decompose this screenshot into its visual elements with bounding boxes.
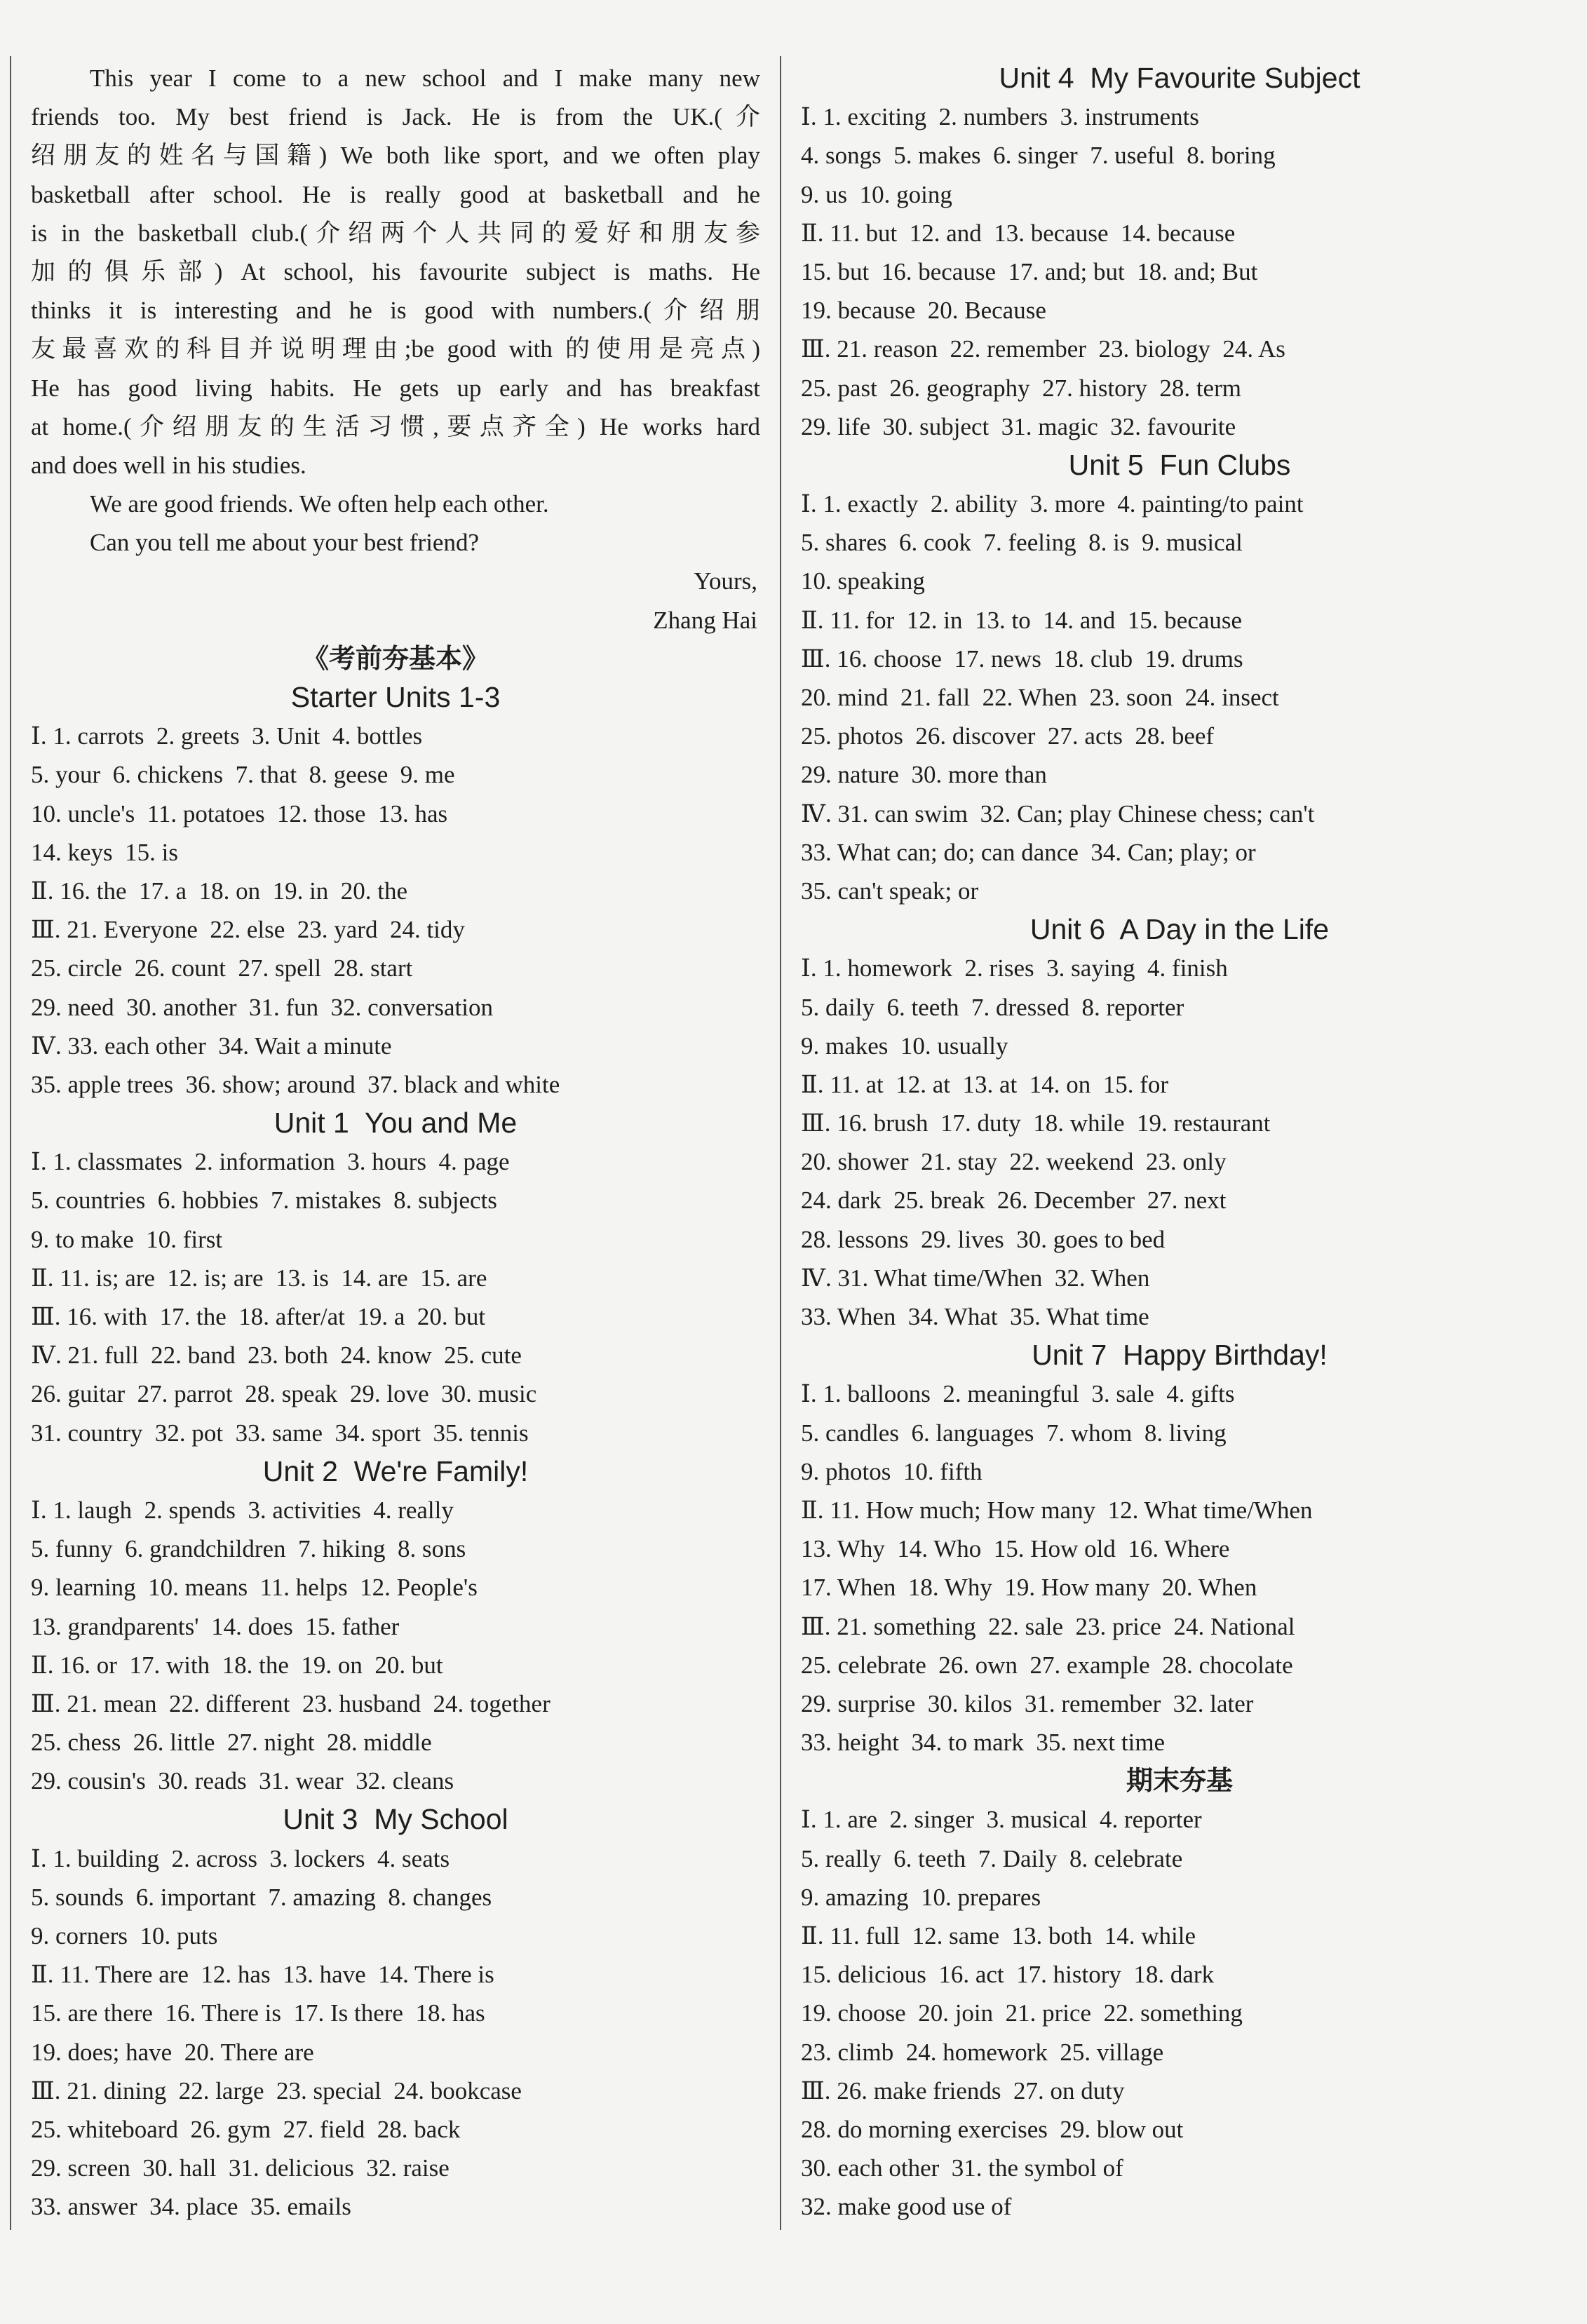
answer-line: 29. screen 30. hall 31. delicious 32. raise bbox=[31, 2154, 450, 2182]
answer-section-unit-4-my-favourite-subject bbox=[801, 59, 1558, 446]
answer-line: Ⅲ. 21. dining 22. large 23. special 24. bookcase bbox=[31, 2076, 522, 2105]
section-heading: Unit 3 My School bbox=[283, 1803, 508, 1836]
answer-line: Ⅰ. 1. homework 2. rises 3. saying 4. finish bbox=[801, 954, 1228, 982]
answer-line: 29. life 30. subject 31. magic 32. favourite bbox=[801, 412, 1236, 440]
section-heading: 期末夯基 bbox=[1126, 1765, 1233, 1797]
letter-line: friends too. My best friend is Jack. He is from the UK.(介 bbox=[31, 103, 760, 131]
answer-line: Ⅱ. 11. How much; How many 12. What time/When bbox=[801, 1496, 1313, 1524]
answer-line: 20. shower 21. stay 22. weekend 23. only bbox=[801, 1148, 1227, 1176]
answer-line: 5. really 6. teeth 7. Daily 8. celebrate bbox=[801, 1844, 1183, 1872]
section-heading: 《考前夯基本》 bbox=[302, 642, 489, 674]
answer-line: 9. photos 10. fifth bbox=[801, 1457, 982, 1485]
answer-line: 19. does; have 20. There are bbox=[31, 2038, 314, 2066]
letter-line: and does well in his studies. bbox=[31, 451, 306, 479]
answer-section-unit-2-we-re-family bbox=[31, 1452, 760, 1801]
answer-line: 5. daily 6. teeth 7. dressed 8. reporter bbox=[801, 993, 1184, 1021]
letter-line: He has good living habits. He gets up early and has breakfast bbox=[31, 374, 760, 402]
answer-line: 10. uncle's 11. potatoes 12. those 13. has bbox=[31, 799, 448, 827]
letter-line: 加的俱乐部) At school, his favourite subject is maths. He bbox=[31, 257, 760, 285]
answer-section-unit-7-happy-birthday bbox=[801, 1336, 1558, 1762]
answer-line: 29. surprise 30. kilos 31. remember 32. later bbox=[801, 1689, 1254, 1717]
left-answer-sections bbox=[31, 640, 760, 2227]
answer-line: 5. countries 6. hobbies 7. mistakes 8. subjects bbox=[31, 1187, 497, 1215]
answer-line: 33. When 34. What 35. What time bbox=[801, 1303, 1149, 1330]
answer-line: 13. Why 14. Who 15. How old 16. Where bbox=[801, 1535, 1230, 1563]
answer-line: Ⅱ. 11. full 12. same 13. both 14. while bbox=[801, 1922, 1196, 1950]
answer-line: Ⅱ. 11. at 12. at 13. at 14. on 15. for bbox=[801, 1070, 1169, 1098]
section-heading: Unit 2 We're Family! bbox=[262, 1454, 529, 1487]
answer-line: 9. learning 10. means 11. helps 12. People's bbox=[31, 1574, 478, 1602]
letter-line: basketball after school. He is really good at basketball and he bbox=[31, 180, 760, 208]
answer-line: 35. can't speak; or bbox=[801, 877, 979, 905]
letter-line: 绍朋友的姓名与国籍) We both like sport, and we often play bbox=[31, 142, 760, 170]
answer-line: 19. because 20. Because bbox=[801, 297, 1046, 325]
left-column bbox=[31, 59, 760, 2227]
answer-line: 9. us 10. going bbox=[801, 180, 952, 208]
section-heading: Unit 1 You and Me bbox=[273, 1107, 518, 1140]
answer-line: 23. climb 24. homework 25. village bbox=[801, 2038, 1164, 2066]
section-heading: Unit 5 Fun Clubs bbox=[1068, 448, 1291, 481]
answer-line: 25. circle 26. count 27. spell 28. start bbox=[31, 954, 413, 982]
letter-line: is in the basketball club.(介绍两个人共同的爱好和朋友参 bbox=[31, 219, 760, 247]
section-heading: Unit 7 Happy Birthday! bbox=[1032, 1339, 1328, 1372]
answer-line: 28. lessons 29. lives 30. goes to bed bbox=[801, 1225, 1166, 1253]
answer-line: Ⅱ. 11. is; are 12. is; are 13. is 14. are 15. are bbox=[31, 1264, 487, 1292]
letter-line: 友最喜欢的科目并说明理由;be good with 的使用是亮点) bbox=[31, 335, 760, 363]
answer-line: Ⅰ. 1. exciting 2. numbers 3. instruments bbox=[801, 103, 1199, 131]
answer-line: 13. grandparents' 14. does 15. father bbox=[31, 1612, 400, 1640]
answer-line: 26. guitar 27. parrot 28. speak 29. love 30. music bbox=[31, 1380, 537, 1408]
answer-line: Ⅱ. 16. the 17. a 18. on 19. in 20. the bbox=[31, 877, 408, 905]
left-margin-rule bbox=[10, 56, 11, 2230]
answer-line: 20. mind 21. fall 22. When 23. soon 24. insect bbox=[801, 684, 1279, 711]
answer-line: Ⅰ. 1. balloons 2. meaningful 3. sale 4. gifts bbox=[801, 1380, 1235, 1408]
sample-letter bbox=[31, 59, 760, 640]
letter-signature: Zhang Hai bbox=[653, 606, 757, 634]
answer-section-unit-5-fun-clubs bbox=[801, 446, 1558, 910]
answer-line: 25. photos 26. discover 27. acts 28. beef bbox=[801, 722, 1215, 750]
answer-line: 19. choose 20. join 21. price 22. something bbox=[801, 1999, 1243, 2027]
answer-line: 14. keys 15. is bbox=[31, 838, 178, 866]
answer-line: 28. do morning exercises 29. blow out bbox=[801, 2115, 1184, 2143]
answer-line: 9. to make 10. first bbox=[31, 1225, 223, 1253]
answer-line: Ⅰ. 1. classmates 2. information 3. hours 4. page bbox=[31, 1148, 510, 1176]
answer-line: Ⅲ. 21. Everyone 22. else 23. yard 24. tidy bbox=[31, 916, 465, 944]
answer-line: Ⅲ. 21. reason 22. remember 23. biology 24. As bbox=[801, 335, 1285, 363]
answer-line: 25. celebrate 26. own 27. example 28. chocolate bbox=[801, 1651, 1293, 1679]
letter-line: We are good friends. We often help each other. bbox=[90, 490, 549, 518]
answer-line: 5. funny 6. grandchildren 7. hiking 8. sons bbox=[31, 1535, 466, 1563]
answer-line: Ⅰ. 1. laugh 2. spends 3. activities 4. really bbox=[31, 1496, 454, 1524]
section-heading: Unit 6 A Day in the Life bbox=[1029, 913, 1330, 946]
answer-line: 25. past 26. geography 27. history 28. term bbox=[801, 374, 1241, 402]
answer-line: 33. answer 34. place 35. emails bbox=[31, 2193, 351, 2221]
answer-line: Ⅱ. 11. but 12. and 13. because 14. because bbox=[801, 219, 1236, 247]
letter-line: thinks it is interesting and he is good with numbers.(介绍朋 bbox=[31, 297, 760, 325]
answer-line: Ⅰ. 1. are 2. singer 3. musical 4. reporter bbox=[801, 1806, 1202, 1834]
letter-line: Can you tell me about your best friend? bbox=[90, 529, 479, 557]
letter-line: at home.(介绍朋友的生活习惯,要点齐全) He works hard bbox=[31, 412, 760, 440]
answer-section-cn bbox=[31, 640, 760, 1104]
answer-line: 32. make good use of bbox=[801, 2193, 1012, 2221]
answer-line: 4. songs 5. makes 6. singer 7. useful 8. boring bbox=[801, 142, 1276, 170]
answer-line: 15. but 16. because 17. and; but 18. and; But bbox=[801, 257, 1258, 285]
answer-line: 29. need 30. another 31. fun 32. conversation bbox=[31, 993, 494, 1021]
answer-line: 10. speaking bbox=[801, 567, 925, 595]
answer-line: 5. sounds 6. important 7. amazing 8. changes bbox=[31, 1883, 492, 1911]
answer-line: Ⅰ. 1. building 2. across 3. lockers 4. seats bbox=[31, 1844, 450, 1872]
answer-line: Ⅳ. 33. each other 34. Wait a minute bbox=[31, 1032, 392, 1060]
answer-line: 29. cousin's 30. reads 31. wear 32. cleans bbox=[31, 1767, 454, 1795]
answer-line: Ⅳ. 31. can swim 32. Can; play Chinese chess; can't bbox=[801, 799, 1315, 827]
answer-line: 31. country 32. pot 33. same 34. sport 35. tennis bbox=[31, 1419, 529, 1447]
letter-closing: Yours, bbox=[694, 567, 757, 595]
answer-line: 15. delicious 16. act 17. history 18. dark bbox=[801, 1961, 1215, 1989]
answer-line: 17. When 18. Why 19. How many 20. When bbox=[801, 1574, 1257, 1602]
answer-line: 24. dark 25. break 26. December 27. next bbox=[801, 1187, 1227, 1215]
answer-line: Ⅰ. 1. carrots 2. greets 3. Unit 4. bottles bbox=[31, 722, 423, 750]
answer-section-unit-1-you-and-me bbox=[31, 1104, 760, 1452]
column-divider bbox=[780, 56, 781, 2230]
answer-line: Ⅲ. 16. choose 17. news 18. club 19. drums bbox=[801, 644, 1243, 673]
answer-line: 9. amazing 10. prepares bbox=[801, 1883, 1041, 1911]
right-column bbox=[801, 59, 1558, 2227]
answer-section-cn bbox=[801, 1762, 1558, 2226]
answer-line: Ⅳ. 21. full 22. band 23. both 24. know 25. cute bbox=[31, 1342, 522, 1370]
answer-line: 15. are there 16. There is 17. Is there 18. has bbox=[31, 1999, 485, 2027]
answer-line: Ⅱ. 16. or 17. with 18. the 19. on 20. but bbox=[31, 1651, 443, 1679]
answer-line: 29. nature 30. more than bbox=[801, 761, 1047, 789]
answer-line: Ⅰ. 1. exactly 2. ability 3. more 4. painting/to paint bbox=[801, 490, 1304, 518]
answer-line: 5. your 6. chickens 7. that 8. geese 9. me bbox=[31, 761, 455, 789]
letter-line: This year I come to a new school and I make many new bbox=[90, 65, 760, 92]
answer-line: 30. each other 31. the symbol of bbox=[801, 2154, 1123, 2182]
answer-line: 5. candles 6. languages 7. whom 8. living bbox=[801, 1419, 1227, 1447]
answer-line: 9. corners 10. puts bbox=[31, 1922, 218, 1950]
answer-line: 33. height 34. to mark 35. next time bbox=[801, 1729, 1166, 1757]
answer-section-unit-3-my-school bbox=[31, 1800, 760, 2226]
answer-line: Ⅲ. 21. mean 22. different 23. husband 24. together bbox=[31, 1689, 551, 1717]
answer-line: Ⅲ. 26. make friends 27. on duty bbox=[801, 2076, 1125, 2105]
answer-line: Ⅳ. 31. What time/When 32. When bbox=[801, 1264, 1150, 1292]
answer-section-unit-6-a-day-in-the-life bbox=[801, 910, 1558, 1336]
answer-line: 25. chess 26. little 27. night 28. middle bbox=[31, 1729, 432, 1757]
section-subheading: Starter Units 1-3 bbox=[290, 681, 501, 713]
answer-line: 33. What can; do; can dance 34. Can; play; or bbox=[801, 838, 1256, 866]
answer-line: Ⅱ. 11. There are 12. has 13. have 14. There is bbox=[31, 1961, 494, 1989]
answer-line: Ⅱ. 11. for 12. in 13. to 14. and 15. because bbox=[801, 606, 1243, 634]
answer-line: 5. shares 6. cook 7. feeling 8. is 9. musical bbox=[801, 529, 1243, 557]
answer-line: Ⅲ. 16. with 17. the 18. after/at 19. a 20. but bbox=[31, 1303, 486, 1330]
answer-line: Ⅲ. 16. brush 17. duty 18. while 19. restaurant bbox=[801, 1109, 1271, 1137]
answer-line: Ⅲ. 21. something 22. sale 23. price 24. National bbox=[801, 1612, 1295, 1640]
answer-line: 35. apple trees 36. show; around 37. black and white bbox=[31, 1070, 560, 1098]
section-heading: Unit 4 My Favourite Subject bbox=[999, 62, 1360, 94]
answer-line: 25. whiteboard 26. gym 27. field 28. back bbox=[31, 2115, 461, 2143]
right-answer-sections bbox=[801, 59, 1558, 2227]
answer-line: 9. makes 10. usually bbox=[801, 1032, 1008, 1060]
